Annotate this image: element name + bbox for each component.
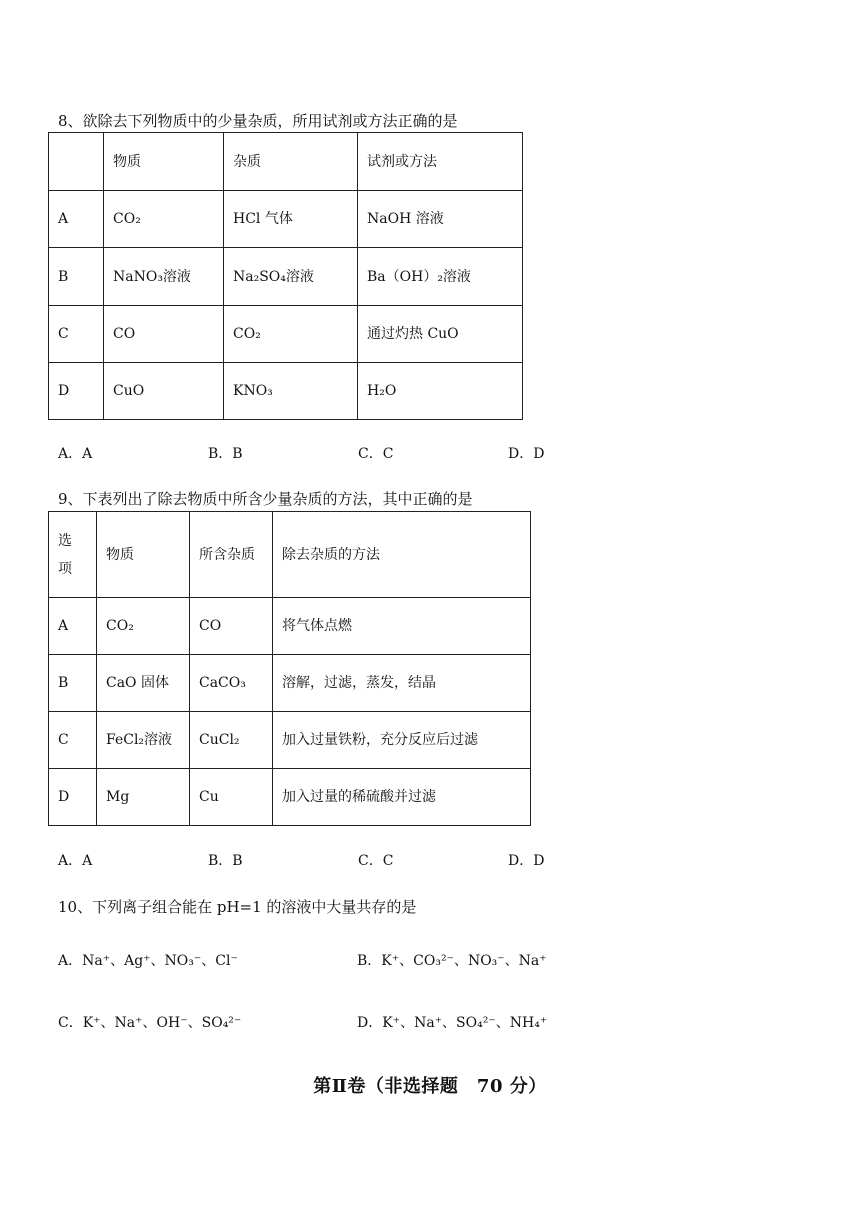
method-cell: 通过灼热 CuO bbox=[358, 306, 523, 363]
question-9-choices bbox=[58, 850, 658, 870]
row-label: B bbox=[49, 248, 104, 306]
method-cell: NaOH 溶液 bbox=[358, 191, 523, 248]
table-row bbox=[49, 712, 531, 769]
method-cell: Ba（OH）₂溶液 bbox=[358, 248, 523, 306]
choice-c[interactable]: C．C bbox=[358, 446, 394, 462]
table-row bbox=[49, 248, 523, 306]
header-cell-substance: 物质 bbox=[104, 133, 224, 191]
table-header-row bbox=[49, 512, 531, 598]
substance-cell: NaNO₃溶液 bbox=[104, 248, 224, 306]
choice-c[interactable]: C．K⁺、Na⁺、OH⁻、SO₄²⁻ bbox=[58, 1015, 242, 1031]
method-cell: 溶解，过滤，蒸发，结晶 bbox=[273, 655, 531, 712]
choice-d[interactable]: D．K⁺、Na⁺、SO₄²⁻、NH₄⁺ bbox=[357, 1015, 548, 1031]
header-cell-method: 试剂或方法 bbox=[358, 133, 523, 191]
method-cell: 加入过量铁粉，充分反应后过滤 bbox=[273, 712, 531, 769]
question-8-choices bbox=[58, 443, 658, 463]
header-cell-method: 除去杂质的方法 bbox=[273, 512, 531, 598]
substance-cell: Mg bbox=[97, 769, 190, 826]
header-cell-blank bbox=[49, 133, 104, 191]
table-row bbox=[49, 655, 531, 712]
substance-cell: CO₂ bbox=[104, 191, 224, 248]
impurity-cell: CaCO₃ bbox=[190, 655, 273, 712]
row-label: A bbox=[49, 191, 104, 248]
method-cell: 加入过量的稀硫酸并过滤 bbox=[273, 769, 531, 826]
table-header-row bbox=[49, 133, 523, 191]
choice-a[interactable]: A．A bbox=[58, 853, 93, 869]
header-cell-option: 选项 bbox=[49, 512, 97, 598]
impurity-cell: Cu bbox=[190, 769, 273, 826]
impurity-cell: CO₂ bbox=[224, 306, 358, 363]
choice-d[interactable]: D．D bbox=[508, 853, 545, 869]
substance-cell: CO bbox=[104, 306, 224, 363]
question-9-title: 9、下表列出了除去物质中所含少量杂质的方法，其中正确的是 bbox=[58, 490, 473, 508]
impurity-cell: Na₂SO₄溶液 bbox=[224, 248, 358, 306]
choice-c[interactable]: C．C bbox=[358, 853, 394, 869]
impurity-cell: CO bbox=[190, 598, 273, 655]
table-row bbox=[49, 191, 523, 248]
header-cell-impurity: 所含杂质 bbox=[190, 512, 273, 598]
substance-cell: CuO bbox=[104, 363, 224, 420]
question-9-table bbox=[48, 511, 531, 826]
substance-cell: CO₂ bbox=[97, 598, 190, 655]
choice-a[interactable]: A．A bbox=[58, 446, 93, 462]
substance-cell: FeCl₂溶液 bbox=[97, 712, 190, 769]
method-cell: H₂O bbox=[358, 363, 523, 420]
table-row bbox=[49, 306, 523, 363]
row-label: C bbox=[49, 306, 104, 363]
choice-d[interactable]: D．D bbox=[508, 446, 545, 462]
header-cell-impurity: 杂质 bbox=[224, 133, 358, 191]
table-row bbox=[49, 598, 531, 655]
choice-b[interactable]: B．B bbox=[208, 446, 243, 462]
impurity-cell: CuCl₂ bbox=[190, 712, 273, 769]
choice-b[interactable]: B．B bbox=[208, 853, 243, 869]
method-cell: 将气体点燃 bbox=[273, 598, 531, 655]
row-label: D bbox=[49, 769, 97, 826]
table-row bbox=[49, 769, 531, 826]
question-8-title: 8、欲除去下列物质中的少量杂质，所用试剂或方法正确的是 bbox=[58, 112, 458, 130]
row-label: D bbox=[49, 363, 104, 420]
choice-b[interactable]: B．K⁺、CO₃²⁻、NO₃⁻、Na⁺ bbox=[357, 953, 547, 969]
choice-a[interactable]: A．Na⁺、Ag⁺、NO₃⁻、Cl⁻ bbox=[58, 953, 238, 969]
row-label: A bbox=[49, 598, 97, 655]
impurity-cell: KNO₃ bbox=[224, 363, 358, 420]
row-label: C bbox=[49, 712, 97, 769]
header-cell-substance: 物质 bbox=[97, 512, 190, 598]
section-title: 第Ⅱ卷（非选择题 70 分） bbox=[313, 1076, 547, 1097]
substance-cell: CaO 固体 bbox=[97, 655, 190, 712]
row-label: B bbox=[49, 655, 97, 712]
question-8-table bbox=[48, 132, 523, 420]
table-row bbox=[49, 363, 523, 420]
question-10-title: 10、下列离子组合能在 pH=1 的溶液中大量共存的是 bbox=[58, 898, 417, 916]
impurity-cell: HCl 气体 bbox=[224, 191, 358, 248]
